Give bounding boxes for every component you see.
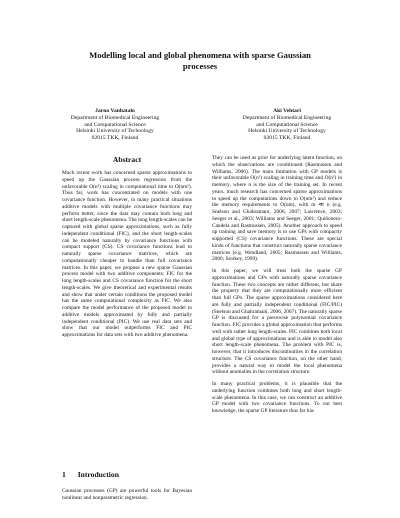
author-affiliation: Department of Biomedical Engineering (242, 114, 332, 121)
author-affiliation: and Computational Science (256, 121, 318, 128)
author-affiliation: and Computational Science (84, 121, 146, 128)
author-affiliation: Department of Biomedical Engineering (70, 114, 160, 121)
author-affiliation: Helsinki University of Technology (248, 128, 326, 135)
intro-paragraph: Gaussian processes (GP) are powerful tools for Bayesian nonlinear and nonparametric regression. (62, 488, 192, 501)
author-block-1 (40, 108, 190, 142)
body-paragraph: In this paper, we will treat both the sparse GP approximations and GPs with naturally sparse covariance function. These two concepts are rather different, but share the property that they are computationally more efficient than full GPs. The sparse approximations considered here are fully and partially independent conditional (FIC/PIC) (Snelson and Ghahramani, 2006, 2007). The naturally sparse GP is discussed for a piecewise polynomial covariance function. FIC provides a global approximation that performs well with rather long length-scales. PIC combines both local and global type of approximations and is able to model also short length-scale phenomena. The problem with PIC is, however, that it introduces discontinuities in the correlation structure. The CS covariance function, on the other hand, provides a natural way to model the local phenomena without anomalies in the correlation structure. (212, 268, 342, 376)
body-paragraph: They can be used as prior for underlying latent function, on which the observations are conditioned (Rasmussen and Williams, 2006). The main limitation with GP models is their unfavorable O(n³) scaling in training time and O(n²) in memory, where n is the size of the training set. In recent years, much research has concerned sparse approximations to speed up the computations down to O(nm²) and reduce the memory requirements to O(nm), with m ≪ n (e.g. Snelson and Ghahramani, 2006, 2007; Lawrence, 2003; Seeger et al., 2003; Williams and Seeger, 2001; Quiñonero-Candela and Rasmussen, 2005). Another approach to speed up training and save memory is to use GPs with compactly supported (CS) covariance functions. These are special kinds of functions that construct naturally sparse covariance matrices (e.g. Wendland, 2005; Rasmussen and Williams, 2006; Storkey, 1999). (212, 155, 342, 263)
author-block-2 (212, 108, 362, 142)
section-number: 1 (62, 470, 66, 479)
abstract-text: Much recent work has concerned sparse approximations to speed up the Gaussian process regression from the unfavorable O(n³) scaling in computational time to O(nm²). Thus far, work has concentrated on models with one covariance function. However, in many practical situations additive models with multiple covariance functions may perform better, since the data may contain both long and short length-scale phenomena. The long length-scales can be captured with global sparse approximations, such as fully independent conditional (FIC), and the short length-scales can be modeled naturally by covariance functions with compact support (CS). CS covariance functions lead to naturally sparse covariance matrices, which are computationally cheaper to handle than full covariance matrices. In this paper, we propose a new sparse Gaussian process model with two additive components: FIC for the long length-scales and CS covariance function for the short length-scales. We give theoretical and experimental results and show that under certain conditions the proposed model has the same computational complexity as FIC. We also compare the model performance of the proposed model to additive models approximated by fully and partially independent conditional (PIC). We use real data sets and show that our model outperforms FIC and PIC approximations for data sets with two additive phenomena. (62, 170, 192, 338)
section-title: Introduction (77, 470, 119, 479)
abstract-column (62, 155, 192, 465)
section-heading-introduction (62, 470, 129, 479)
author-address: 02015 TKK, Finland (91, 135, 139, 142)
author-affiliation: Helsinki University of Technology (76, 128, 154, 135)
author-name: Aki Vehtari (273, 108, 301, 114)
right-column (212, 155, 342, 518)
abstract-heading: Abstract (112, 155, 142, 164)
introduction-text-left (62, 488, 192, 518)
author-name: Jarno Vanhatalo (95, 108, 135, 114)
body-paragraph: In many practical problems, it is plausible that the underlying function combines both long and short length-scale phenomena. In this case, we can construct an additive GP model with two covariance functions. To our best knowledge, the sparse GP literature thus far has (212, 381, 342, 414)
title-line-1: Modelling local and global phenomena with sparse Gaussian (89, 50, 311, 60)
title-line-2: processes (182, 61, 218, 71)
author-address: 02015 TKK, Finland (263, 135, 311, 142)
paper-title (30, 50, 370, 72)
